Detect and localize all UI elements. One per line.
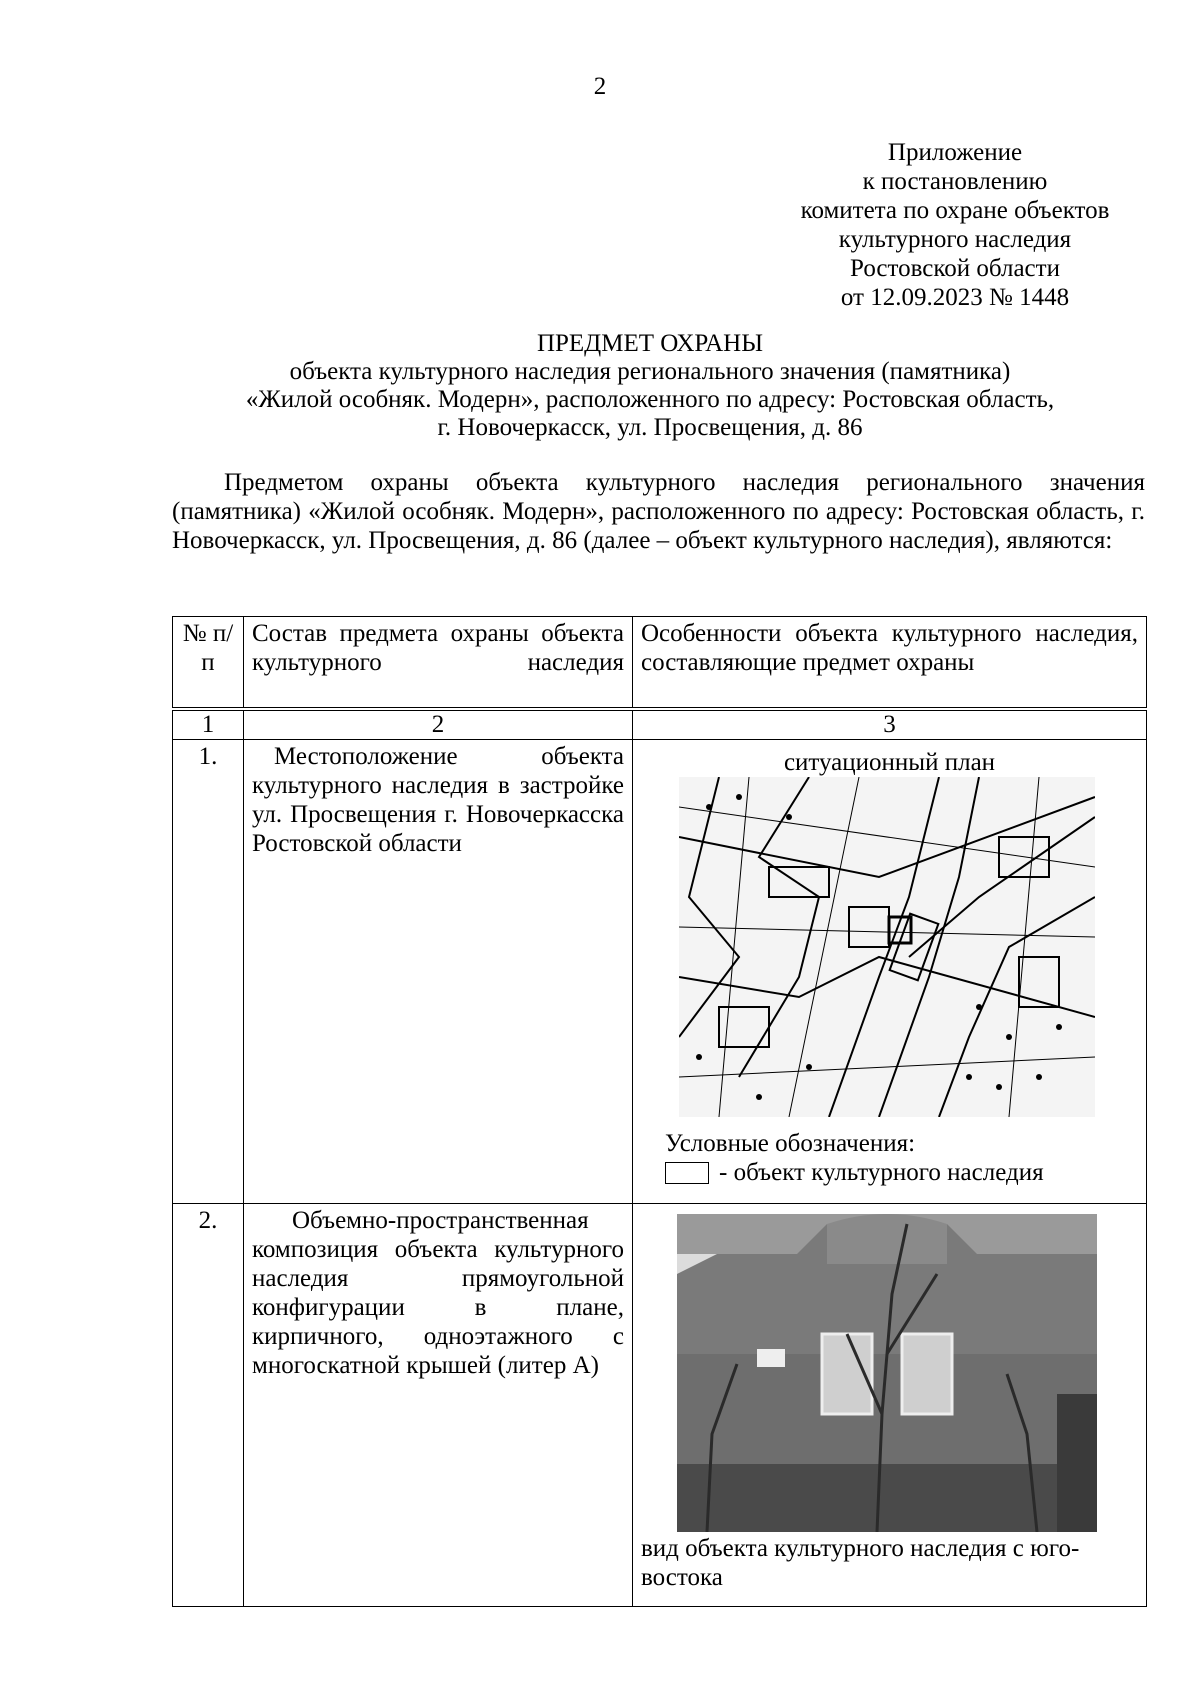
legend-title: Условные обозначения: bbox=[665, 1130, 916, 1157]
document-title bbox=[160, 330, 1140, 442]
header-composition: Состав предмета охраны объекта культурного наследия bbox=[244, 617, 633, 708]
row-number: 1. bbox=[173, 740, 244, 1204]
title-line: «Жилой особняк. Модерн», расположенного по адресу: Ростовская область, bbox=[245, 386, 1055, 413]
column-number: 3 bbox=[633, 711, 1147, 740]
header-number: № п/п bbox=[173, 617, 244, 708]
title-heading: ПРЕДМЕТ ОХРАНЫ bbox=[536, 330, 764, 357]
title-line: г. Новочеркасск, ул. Просвещения, д. 86 bbox=[437, 414, 863, 441]
building-photo bbox=[677, 1214, 1097, 1532]
legend-item bbox=[665, 1158, 1138, 1187]
column-number-row bbox=[173, 711, 1147, 740]
header-features: Особенности объекта культурного наследия, составляющие предмет охраны bbox=[633, 617, 1147, 708]
legend-label: - объект культурного наследия bbox=[719, 1159, 1044, 1186]
page-number: 2 bbox=[593, 73, 607, 100]
approval-line: к постановлению bbox=[862, 168, 1048, 195]
situation-plan-caption: ситуационный план bbox=[783, 749, 996, 776]
situation-plan-map bbox=[679, 777, 1095, 1117]
protection-table bbox=[172, 616, 1146, 1607]
row-features bbox=[633, 1204, 1147, 1607]
approval-line: комитета по охране объектов bbox=[800, 197, 1110, 224]
title-line: объекта культурного наследия регионального значения (памятника) bbox=[289, 358, 1011, 385]
approval-line: от 12.09.2023 № 1448 bbox=[840, 284, 1070, 311]
table-row bbox=[173, 740, 1147, 1204]
approval-block bbox=[740, 138, 1200, 312]
approval-line: Приложение bbox=[887, 139, 1023, 166]
row-composition: Объемно-пространственная композиция объекта культурного наследия прямоугольной конфигурации в плане, кирпичного, одноэтажного с многоскатной крышей (литер А) bbox=[244, 1204, 633, 1607]
row-features bbox=[633, 740, 1147, 1204]
approval-line: Ростовской области bbox=[850, 255, 1060, 282]
row-composition: Местоположение объекта культурного наследия в застройке ул. Просвещения г. Новочеркасска Ростовской области bbox=[244, 740, 633, 1204]
legend-box-icon bbox=[665, 1162, 709, 1184]
table-row bbox=[173, 1204, 1147, 1607]
approval-line: культурного наследия bbox=[838, 226, 1072, 253]
row-number: 2. bbox=[173, 1204, 244, 1607]
table-header-row bbox=[173, 617, 1147, 708]
column-number: 1 bbox=[173, 711, 244, 740]
photo-caption: вид объекта культурного наследия с юго-востока bbox=[641, 1535, 1080, 1591]
intro-paragraph: Предметом охраны объекта культурного наследия регионального значения (памятника) «Жилой особняк. Модерн», расположенного по адресу: Ростовская область, г. Новочеркасск, ул. Просвещения, д. 86 (далее – объект культурного наследия), являются: bbox=[172, 469, 1145, 554]
column-number: 2 bbox=[244, 711, 633, 740]
